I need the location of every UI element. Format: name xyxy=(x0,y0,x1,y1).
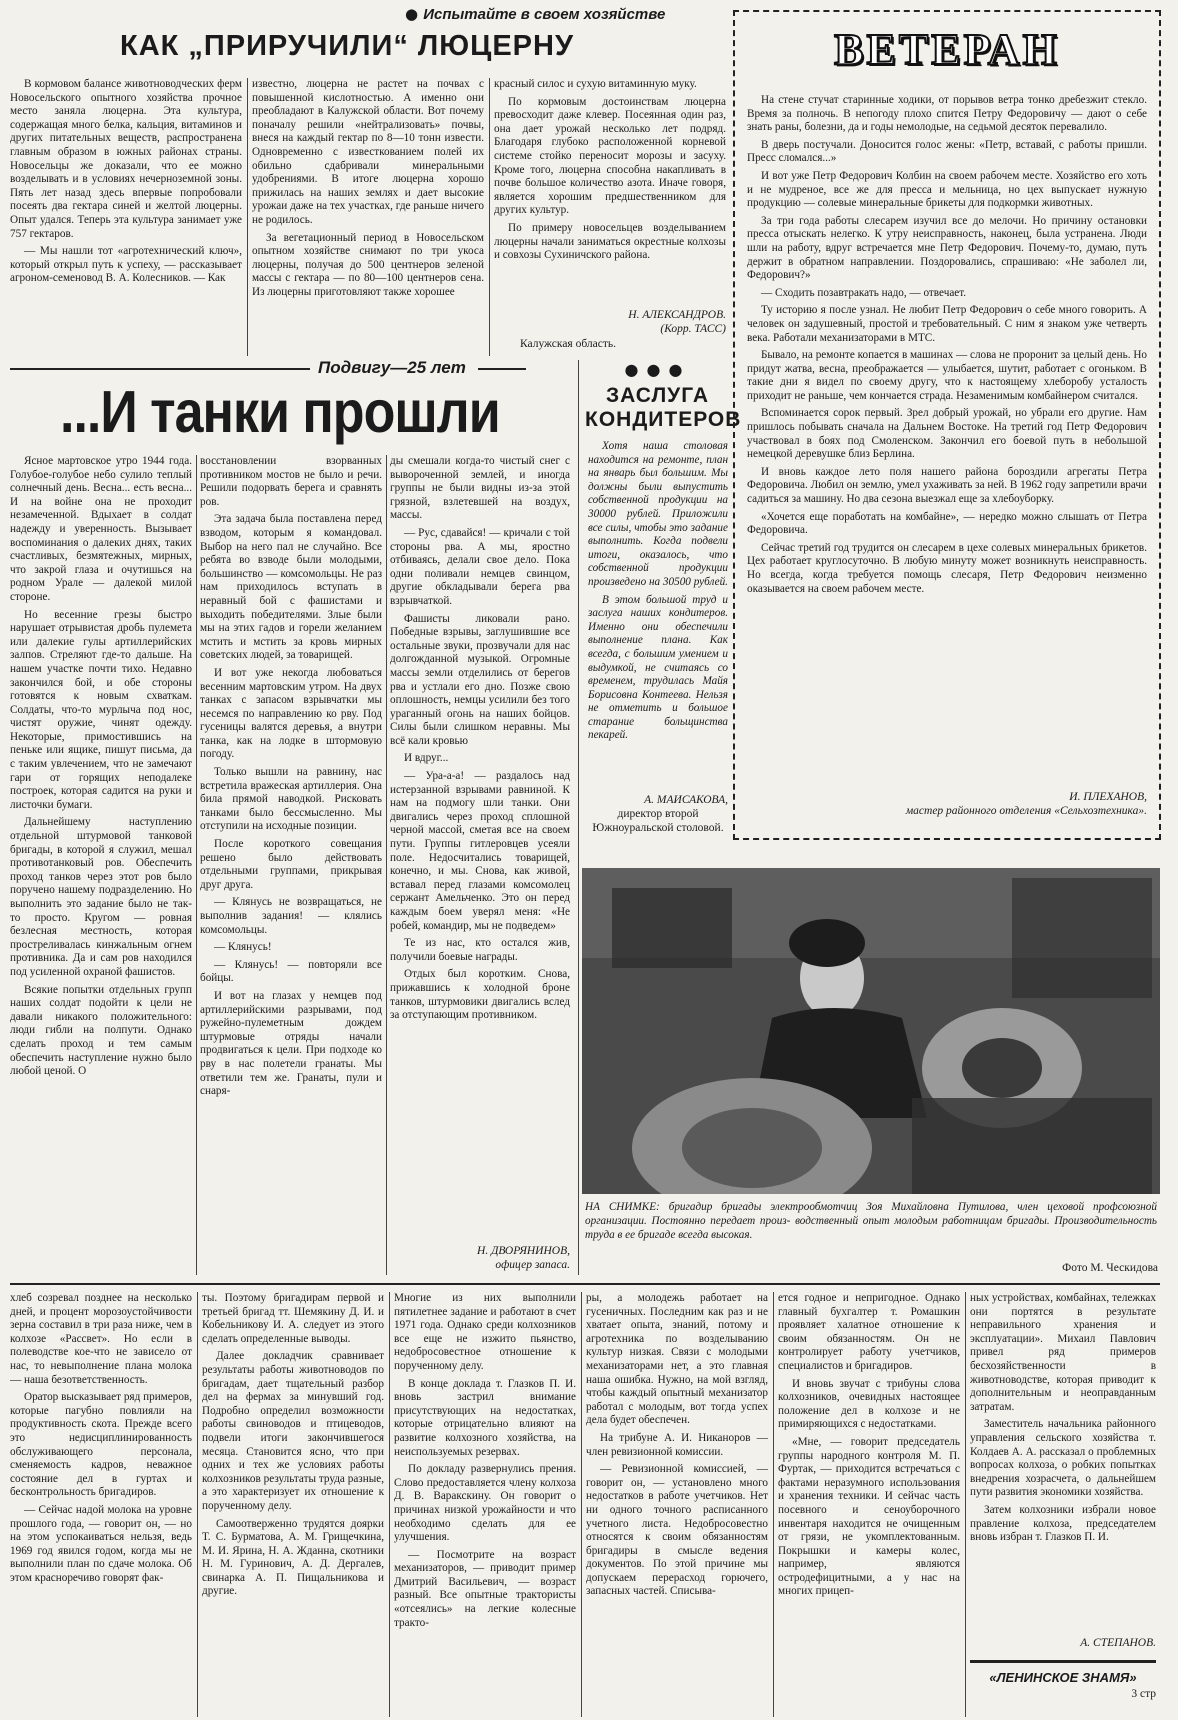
paragraph: ры, а молодежь работает на гусеничных. Последним как раз и не хватает опыта, знаний, потому и агротехника по возделыванию культур низкая. Связи с молодыми механизаторами нет, а это главная наша ошибка. Нужно, на мой взгляд, чтобы каждый опытный механизатор работал с молодым, вот тогда успех дела будет обеспечен. xyxy=(586,1292,768,1427)
bottom-signature: А. СТЕПАНОВ. xyxy=(1080,1637,1156,1649)
paragraph: За вегетационный период в Новосельском опытном хозяйстве снимают по три укоса люцерны, получая до 500 центнеров зеленой массы с гектара — по 80—100 центнеров сена. Из люцерны приготовляют также хорошее xyxy=(252,231,484,298)
paragraph: — Ревизионной комиссией, — говорит он, — установлено много недостатков в работе учетчиков. Нет ни одного точного расписанного учетного листа. Недобросовестно относятся к своим обязанностям бригадиры в смысле ведения документов. По этой причине мы допускаем перерасход горючего, запасных частей. Списыва- xyxy=(586,1463,768,1598)
paragraph: На трибуне А. И. Никаноров — член ревизионной комиссии. xyxy=(586,1431,768,1458)
veteran-text xyxy=(747,94,1147,784)
tanks-col-3 xyxy=(390,455,570,1235)
paragraph: Эта задача была поставлена перед взводом, которым я командовал. Выбор на него пал не случайно. Все ребята во взводе были молодыми, большинство — комсомольцы. Не раз нам приходилось вступать в неравный бой с фашистами и выходить победителями. Злые были мы на этих гадов и горели желанием мстить и мстить за кровь мирных советских людей, за товарищей. xyxy=(200,513,382,662)
paragraph: — Рус, сдавайся! — кричали с той стороны рва. А мы, яростно отбиваясь, делали свое дело. Пока одни поливали немцев свинцом, другие обкладывали берега рва взрывчаткой. xyxy=(390,526,570,607)
lucerne-col-3 xyxy=(494,78,726,308)
paragraph: Ту историю я после узнал. Не любит Петр Федорович о себе много говорить. А человек он задушевный, простой и требовательный. С ним я знаком уже четверть века. Работали механизаторами в МТС. xyxy=(747,304,1147,344)
paragraph: Оратор высказывает ряд примеров, которые пагубно повлияли на продуктивность скота. Прежде всего это недисциплинированность обслуживающего персонала, сменяемость кадров, неважное состояние дел в гуртах и бесконтрольность бригадиров. xyxy=(10,1391,192,1499)
paragraph: Бывало, на ремонте копается в машинах — слова не проронит за целый день. Но придут жатва, весна, преображается — улыбается, шутит, работает с огоньком. В такие дни я видел по своему другу, что к настоящему хлеборобу усталость приходит не раньше, чем кончается страда. Незаменимым комбайнером считался. xyxy=(747,349,1147,402)
paragraph: Хотя наша столовая находится на ремонте, план на январь был большим. Мы должны были выпустить собственной продукции на 30000 рублей. Приложили все силы, чтобы это задание выполнить. Когда подвели итоги, оказалось, что собственной продукции произведено на 30500 рублей. xyxy=(588,440,728,588)
paragraph: Те из нас, кто остался жив, получили боевые награды. xyxy=(390,937,570,963)
paragraph: красный силос и сухую витаминную муку. xyxy=(494,78,697,90)
paragraph: Дальнейшему наступлению отдельной штурмовой танковой бригады, в которой я служил, мешал противотанковый ров. Обеспечить проход танков через этот ров было поручено нашему подразделению. Но выполнить это задание было не так-то просто. Кругом — ровная безлесная местность, которая простреливалась кинжальным огнем противника. Да и сам ров находился под усиленной охраной фашистов. xyxy=(10,816,192,978)
paragraph: По докладу развернулись прения. Слово предоставляется члену колхоза Д. В. Варакскину. Он говорит о причинах низкой урожайности и что необходимо сделать для ее улучшения. xyxy=(394,1463,576,1544)
paragraph: — Сходить позавтракать надо, — отвечает. xyxy=(761,286,967,299)
author-name: И. ПЛЕХАНОВ, xyxy=(1069,791,1147,803)
author-name: Н. ДВОРЯНИНОВ, xyxy=(477,1245,570,1257)
lucerne-place: Калужская область. xyxy=(520,338,616,350)
paragraph: Заместитель начальника районного управления сельского хозяйства т. Колдаев А. А. рассказал о проблемных вопросах колхоза, о робких попытках внедрения хозрасчета, о дальнейшем пути развития экономики хозяйства. xyxy=(970,1418,1156,1499)
paragraph: По примеру новосельцев возделыванием люцерны начали заниматься окрестные колхозы и совхозы Сухиничского района. xyxy=(494,221,726,262)
paragraph: — Сейчас надой молока на уровне прошлого года, — говорит он, — но на этом успокаиваться нельзя, ведь 1969 год явился годом, когда мы не выполнили план по сдаче молока. Об этом красноречиво говорят фак- xyxy=(10,1503,192,1584)
paragraph: По кормовым достоинствам люцерна превосходит даже клевер. Посеянная один раз, она дает урожай несколько лет подряд. Благодаря глубоко расположенной корневой системе стойко переносит морозы и засуху. Кроме того, люцерна способна накапливать в почве большое количество азота. Иначе говоря, является хорошим предшественником для других культур. xyxy=(494,95,726,217)
paragraph: известно, люцерна не растет на почвах с повышенной кислотностью. А именно они преобладают в Калужской области. Вот почему поначалу решили «нейтрализовать» почвы, внеся на каждый гектар по 8—10 тонн извести. Одновременно с известкованием полей их обильно сдабривали минеральными удобрениями. В итоге люцерна хорошо прижилась на наших землях и дает высокие урожаи даже на тех участках, где раньше ничего не родилось. xyxy=(252,78,484,226)
photo-caption: НА СНИМКЕ: бригадир бригады электрообмотчиц Зоя Михайловна Путилова, член цеховой профсоюзной организации. Постоянно передает произ- водственный опыт молодым работницам бригады. Производительность труда в ее бригаде всегда высокая. xyxy=(585,1201,1157,1241)
paragraph: — Клянусь! xyxy=(214,941,272,954)
paragraph: Только вышли на равнину, нас встретила вражеская артиллерия. Она била прямой наводкой. Рисковать танками было бессмысленно. Мы отступили на исходные позиции. xyxy=(200,766,382,833)
paragraph: В этом большой труд и заслуга наших кондитеров. Именно они обеспечили выполнение плана. Как всегда, с большим умением и выдумкой, не считаясь со временем, трудилась Майя Борисовна Контеева. Нельзя не отметить и большое старание больщинства пекарей. xyxy=(588,593,728,742)
paragraph: Но весенние грезы быстро нарушает отрывистая дробь пулемета или далекие гулы артиллерийских залпов. Стреляют где-то дальше. На нашем участке почти тихо. Недавно закончился бой, и обе стороны готовятся к новым схваткам. Солдаты, что-то мурлыча под нос, чистят оружие, чинят одежду. Некоторые, примостившись на пеньке или ящике, пишут письма, да с таким увлечением, что не замечают гари от горящих неподалеке построек, которая садится на руки и листочки бумаги. xyxy=(10,608,192,811)
tanks-title: ...И танки прошли xyxy=(60,379,500,446)
decorative-dots-icon: ●●● xyxy=(624,360,691,379)
paragraph: И вот уже некогда любоваться весенним мартовским утром. На двух танках с запасом взрывчатки мы несемся по направлению ко рву. Под гусеницы валятся деревья, а внутри танка, как на лодке в штормовую погоду. xyxy=(200,666,382,761)
paragraph: — Ура-а-а! — раздалось над истерзанной взрывами равниной. К нам на подмогу шли танки. Они двигались через проход сплошной черной массой, сметая все на своем пути. Группы гитлеровцев усеяли поле. Недосчитались товарищей, конечно, и мы. Снова, как живой, вставал перед глазами комсомолец сержант Амельченко. Это он перед каждым боем уверял меня: «Не робей, командир, мы не подведем» xyxy=(390,770,570,932)
paragraph: Самоотверженно трудятся доярки Т. С. Бурматова, А. М. Грищечкина, М. И. Ярина, Н. А. Жданна, скотники Н. М. Гуринович, А. Д. Дергалев, свинарка А. П. Пищальникова и другие. xyxy=(202,1517,384,1598)
paragraph: Сейчас третий год трудится он слесарем в цехе солевых минеральных брикетов. Цех работает круглосуточно. В любую минуту может возникнуть неисправность. Но всегда, когда требуется помощь слесаря, Петр Федорович неизменно оказывается на своем рабочем месте. xyxy=(747,541,1147,595)
paragraph: — Посмотрите на возраст механизаторов, — приводит пример Дмитрий Васильевич, — возраст разный. Все опытные трактористы «отсеялись» на легкие колесные тракто- xyxy=(394,1548,576,1629)
zasluga-signature xyxy=(588,793,728,835)
page-number: 3 стр xyxy=(1131,1688,1156,1700)
paragraph: «Хочется еще поработать на комбайне», — нередко можно слышать от Петра Федоровича. xyxy=(747,510,1147,537)
bottom-col-5 xyxy=(778,1292,960,1717)
lucerne-rubric xyxy=(405,4,765,28)
photo-image xyxy=(582,868,1160,1194)
paragraph: И вновь звучат с трибуны слова колхозников, очевидных настоящее положение дел в колхозе и не примиряющихся с недостатками. xyxy=(778,1377,960,1431)
paragraph: И вот на глазах у немцев под артиллерийскими разрывами, под ружейно-пулеметным дождем штурмовые отряды начали продвигаться к цели. При подходе ко рву в нас полетели гранаты. Мы ответили тем же. Гранаты, пули и снаря- xyxy=(200,989,382,1098)
paragraph: ется годное и непригодное. Однако главный бухгалтер т. Ромашкин проявляет халатное отношение к своим обязанностям. Он не контролирует работу учетчиков, специалистов и бригадиров. xyxy=(778,1292,960,1372)
lucerne-col-1 xyxy=(10,78,242,358)
paragraph: Фашисты ликовали рано. Победные взрывы, заглушившие все остальные звуки, прозвучали для нас долгожданной музыкой. Огромные массы земли отделились от берегов рва и устлали его дно. Позже свою оплошность, немцы усилили без того ураганный огонь на наших бойцов. Силы были слишком неравны. Мы всё кали кровью xyxy=(390,612,570,747)
lucerne-signature xyxy=(494,308,726,336)
author-role: директор второй Южноуральской столовой. xyxy=(592,808,724,834)
paragraph: — Клянусь не возвращаться, не выполнив задания! — клялись комсомольцы. xyxy=(200,896,382,936)
lucerne-title: КАК „ПРИРУЧИЛИ“ ЛЮЦЕРНУ xyxy=(120,30,575,62)
tanks-signature xyxy=(390,1244,570,1272)
veteran-box xyxy=(733,10,1161,840)
tanks-rubric: Подвигу—25 лет xyxy=(318,358,466,377)
author-role: офицер запаса. xyxy=(495,1259,570,1271)
paragraph: В дверь постучали. Доносится голос жены: «Петр, вставай, с работы пришли. Пресс сломался...» xyxy=(747,138,1147,165)
paragraph: Затем колхозники избрали новое правление колхоза, председателем вновь избран т. Глазков П. И. xyxy=(970,1503,1156,1544)
paragraph: И вновь каждое лето поля нашего района бороздили агрегаты Петра Федоровича. Любил он землю, умел ухаживать за ней. В 1962 году запретили врачи садиться за машину. Но два сезона выезжал еще за хлебоуборку. xyxy=(747,465,1147,506)
zasluga-text xyxy=(588,440,728,790)
bottom-col-6 xyxy=(970,1292,1156,1632)
zasluga-title: ЗАСЛУГА КОНДИТЕРОВ xyxy=(585,384,742,431)
bottom-col-4 xyxy=(586,1292,768,1717)
paragraph: — Мы нашли тот «агротехнический ключ», который открыл путь к успеху, — рассказывает агроном-семеновод В. А. Колесников. — Как xyxy=(10,245,242,285)
paragraph: Всякие попытки отдельных групп наших солдат подойти к цели не давали никакого положительного: люди гибли на полпути. Однако сделать проход и тем самым обеспечить наступление нужно было любой ценой. О xyxy=(10,983,192,1078)
paragraph: Вспоминается сорок первый. Зрел добрый урожай, но убрали его другие. Нам пришлось побывать сначала на Дальнем Востоке. На третий год Петр Федорович участвовал в боях под Смоленском. Закончил его боевой путь в небольшой немецкой деревушке близ Берлина. xyxy=(747,407,1147,461)
veteran-signature xyxy=(747,790,1147,818)
tanks-col-2 xyxy=(200,455,382,1285)
paragraph: — Клянусь! — повторяли все бойцы. xyxy=(200,958,382,985)
author-name: Н. АЛЕКСАНДРОВ. xyxy=(628,309,726,321)
paragraph: «Мне, — говорит председатель группы народного контроля М. П. Фуртак, — приходится встречаться с фактами неразумного использования и хранения техники. И сейчас часть посевного и сеноуборочного инвентаря находится не очищенным от грязи, не укомплектованным. Покрышки и камеры колес, например, являются остродефицитными, а у нас на многих прицеп- xyxy=(778,1435,960,1598)
author-role: мастер районного отделения «Сельхозтехника». xyxy=(905,805,1147,817)
newspaper-name: «ЛЕНИНСКОЕ ЗНАМЯ» xyxy=(989,1670,1137,1685)
paragraph: Ясное мартовское утро 1944 года. Голубое-голубое небо сулило теплый солнечный день. Весна... есть весна... И на войне она не проходит незамеченной. Вдыхает в солдат надежду и уверенность. Вызывает воспоминания о далеких днях, таких счастливых, безмятежных, мирных, что закрой глаза и очутишься на родном Урале — далекой милой стороне. xyxy=(10,455,192,603)
paragraph: восстановлении взорванных противником мостов не было и речи. Решили подорвать берега и сравнять ров. xyxy=(200,455,382,508)
paragraph: ных устройствах, комбайнах, тележках они портятся в результате неправильного хранения и эксплуатации». Михаил Павлович привел ряд примеров бесхозяйственности в животноводстве, которая приводит к дополнительным и неоправданным затратам. xyxy=(970,1292,1156,1413)
author-role: (Корр. ТАСС) xyxy=(660,323,726,335)
paragraph: В конце доклада т. Глазков П. И. вновь застрил внимание присутствующих на недостатках, которые отрицательно влияют на развитие колхозного хозяйства, на неиспользуемых резервах. xyxy=(394,1377,576,1458)
photo-worker xyxy=(582,868,1160,1194)
paragraph: В кормовом балансе животноводческих ферм Новосельского опытного хозяйства прочное место заняла люцерна. Эта культура, содержащая много белка, кальция, витаминов и других питательных веществ, распространена главным образом в южных районах страны. Новосельцы же доказали, что ее можно возделывать и в условиях нечерноземной зоны. Пять лет назад здесь впервые попробовали посеять два гектара синей и желтой люцерны. Опыт удался. Теперь эта культура занимает уже 757 гектаров. xyxy=(10,78,242,240)
veteran-title: ВЕТЕРАН xyxy=(834,25,1060,74)
paragraph: Далее докладчик сравнивает результаты работы животноводов по бригадам, дает тщательный разбор дел на фермах за минувший год. Подробно определил возможности работы свиноводов и птицеводов, подвели итоги закончившегося месяца. Становится ясно, что при одних и тех же условиях работы колхозников результаты труда разные, а это характеризует их отношение к порученному делу. xyxy=(202,1350,384,1512)
paragraph: ты. Поэтому бригадирам первой и третьей бригад тт. Шемякину Д. И. и Кобельникову И. А. следует из этого сделать определенные выводы. xyxy=(202,1292,384,1345)
paragraph: хлеб созревал позднее на несколько дней, и процент морозоустойчивости зерна составил в три раза ниже, чем в колхозе «Рассвет». Но если в полеводстве кое-что не зависело от нас, то невыполнение плана молока — наша безответственность. xyxy=(10,1292,192,1386)
paragraph: И вот уже Петр Федорович Колбин на своем рабочем месте. Хозяйство его хоть и не мудреное, все же для пресса и мельница, но цех выпускает нужную продукцию — солевые минеральные брикеты для подкормки животных. xyxy=(747,169,1147,210)
author-name: А. МАИСАКОВА, xyxy=(644,794,728,806)
paragraph: За три года работы слесарем изучил все до мелочи. Но причину остановки пресса отыскать нелегко. К утру неисправность, наконец, была устранена. Люди шли на работу, вдруг встречается мне Петр Федорович. Почему-то, думаю, путь держит в обратном направлении. Поздоровались, спрашиваю: «Не заболел ли, Федорович?» xyxy=(747,214,1147,282)
paragraph: ды смешали когда-то чистый снег с вывороченной землей, и иногда группы не были видны из-за этой грязной, взлетевшей на воздух, массы. xyxy=(390,455,570,522)
bullet-icon: ● xyxy=(405,5,419,23)
paragraph: Многие из них выполнили пятилетнее задание и работают в счет 1971 года. Однако среди колхозников все еще не изжито пьянство, недобросовестное отношение к порученному делу. xyxy=(394,1292,576,1372)
paragraph: На стене стучат старинные ходики, от порывов ветра тонко дребезжит стекло. Время за полночь. В непогоду плохо спится Петру Федоровичу — дают о себе знать раны, болезни, да и годы немолодые, на седьмой десяток перевалило. xyxy=(747,94,1147,134)
paragraph: После короткого совещания решено было действовать отдельными группами, прикрывая друг друга. xyxy=(200,838,382,891)
bottom-col-3 xyxy=(394,1292,576,1717)
paragraph: И вдруг... xyxy=(404,752,449,765)
photo-credit: Фото М. Ческидова xyxy=(1062,1262,1158,1274)
rubric-text: Испытайте в своем хозяйстве xyxy=(423,6,666,23)
bottom-col-2 xyxy=(202,1292,384,1717)
paragraph: Отдых был коротким. Снова, прижавшись к холодной броне танков, штурмовики двигались вслед за отступающим противником. xyxy=(390,968,570,1022)
lucerne-col-2 xyxy=(252,78,484,358)
tanks-col-1 xyxy=(10,455,192,1285)
bottom-col-1 xyxy=(10,1292,192,1717)
